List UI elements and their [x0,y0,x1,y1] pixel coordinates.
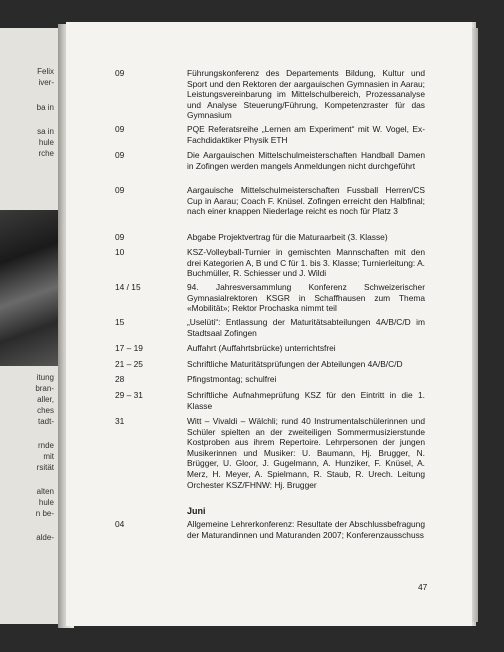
left-fragment: ches [37,406,54,415]
left-fragment: hule [38,498,54,507]
entry-date: 31 [115,416,125,426]
entry-text: Pfingstmontag; schulfrei [187,374,277,384]
left-page [0,28,58,624]
entry-date: 29 – 31 [115,390,143,400]
entry-text: PQE Referatsreihe „Lernen am Experiment“ mit W. Vogel, Ex-Fachdidaktiker Physik ETH [187,124,425,145]
left-fragment: rsität [36,463,54,472]
page-number: 47 [418,582,428,592]
entry-text: 94. Jahresversammlung Konferenz Schweizerischer Gymnasialrektoren KSGR in Schaffhausen zum Thema «Mobilität»; Rektor Prochaska nimmt teil [187,282,425,314]
right-page [66,22,472,626]
left-fragment: sa in [37,127,54,136]
entry-date: 28 [115,374,125,384]
entry-date: 09 [115,150,125,160]
entry-date: 04 [115,519,125,529]
entry-text: Schriftliche Aufnahmeprüfung KSZ für den Eintritt in die 1. Klasse [187,390,425,411]
entry-text: KSZ-Volleyball-Turnier in gemischten Mannschaften mit den drei Kategorien A, B und C für 1. bis 3. Klasse; Turnierleitung: A. Buchmüller, R. Schiesser und J. Wildi [187,247,425,279]
left-fragment: hule [38,138,54,147]
left-page-photo [0,210,58,366]
entry-date: 09 [115,185,125,195]
left-fragment: mit [43,452,54,461]
left-fragment: n be- [35,509,54,518]
entry-text: Führungskonferenz des Departements Bildung, Kultur und Sport und den Rektoren der aargauischen Gymnasien in Aarau; Leistungsvereinbarung im Mittelschulbereich, Prozessanalyse und Analyse Steuerung/Führung, Kompetenzraster für das Gymnasium [187,68,425,121]
entry-text: „Uselüti“: Entlassung der Maturitätsabteilungen 4A/B/C/D im Stadtsaal Zofingen [187,317,425,338]
entry-text: Allgemeine Lehrerkonferenz: Resultate der Abschlussbefragung der Maturandinnen und Maturanden 2007; Konferenzausschuss [187,519,425,540]
entry-date: 15 [115,317,125,327]
left-fragment: iver- [38,78,54,87]
left-fragment: aller, [37,395,54,404]
left-fragment: bran- [35,384,54,393]
left-fragment: Felix [37,67,54,76]
entry-text: Auffahrt (Auffahrtsbrücke) unterrichtsfrei [187,343,336,353]
entry-text: Aargauische Mittelschulmeisterschaften Fussball Herren/CS Cup in Aarau; Coach F. Knüsel. Zofingen erreicht den Halbfinal; nach einer knappen Niederlage reicht es noch für Platz 3 [187,185,425,217]
entry-text: Die Aargauischen Mittelschulmeisterschaften Handball Damen in Zofingen werden mangels Anmeldungen nicht durchgeführt [187,150,425,171]
left-fragment: ba in [36,103,54,112]
left-fragment: alde- [36,533,54,542]
left-fragment: alten [36,487,54,496]
left-fragment: tadt- [37,417,54,426]
month-heading: Juni [187,506,206,516]
left-fragment: rche [38,149,54,158]
left-fragment: itung [36,373,54,382]
entry-text: Witt – Vivaldi – Wälchli; rund 40 Instrumentalschülerinnen und Schüler spielten an der zweiteiligen Sommermusizierstunde Kostproben aus ihrem Repertoire. Lehrpersonen der jungen Musikerinnen und Musiker: U. Baumann, Hj. Brugger, N. Brügger, U. Gloor, J. Gugelmann, A. Hunziker, F. Knüsel, A. Merz, H. Meyer, A. Spielmann, R. Staub, R. Urech. Leitung Orchester KSZ/FHNW: Hj. Brugger [187,416,425,490]
entry-date: 21 – 25 [115,359,143,369]
entry-text: Abgabe Projektvertrag für die Maturaarbeit (3. Klasse) [187,232,388,242]
entry-date: 14 / 15 [115,282,141,292]
entry-date: 09 [115,232,125,242]
left-fragment: rnde [37,441,54,450]
entry-date: 09 [115,68,125,78]
page-edge [472,28,478,622]
entry-date: 09 [115,124,125,134]
entry-date: 10 [115,247,125,257]
entry-text: Schriftliche Maturitätsprüfungen der Abteilungen 4A/B/C/D [187,359,403,369]
entry-date: 17 – 19 [115,343,143,353]
